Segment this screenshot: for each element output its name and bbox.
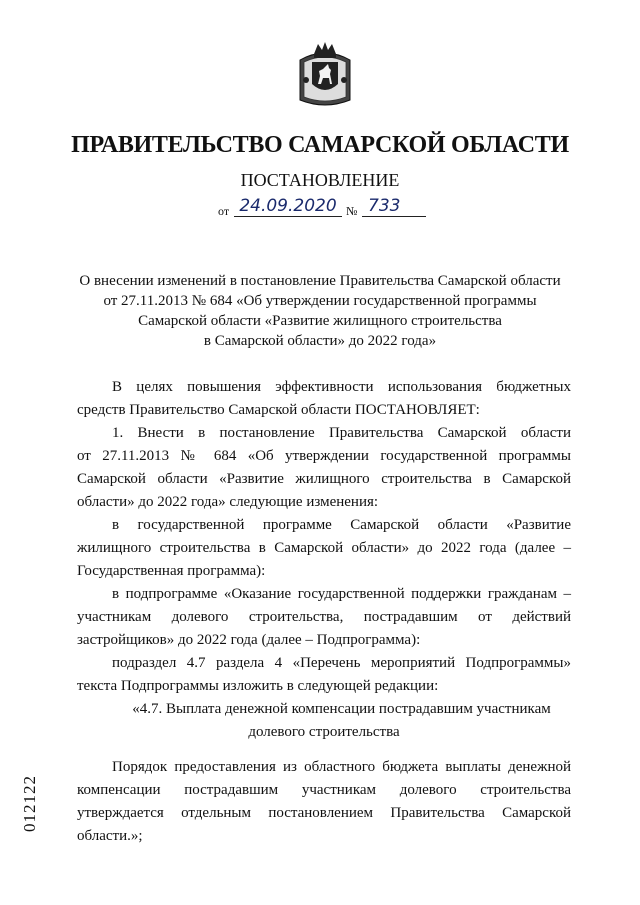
government-title: ПРАВИТЕЛЬСТВО САМАРСКОЙ ОБЛАСТИ <box>71 132 569 158</box>
body-line: подраздел 4.7 раздела 4 «Перечень мероприятий Подпрограммы» <box>112 655 571 671</box>
body-line: области.»; <box>77 828 143 844</box>
body-line: компенсации пострадавшим участникам долевого строительства <box>77 782 571 798</box>
document-date: 24.09.2020 <box>234 196 342 217</box>
document-subject <box>60 271 580 351</box>
document-body <box>77 376 571 848</box>
date-prefix: от <box>218 204 230 218</box>
section-heading-line: долевого строительства <box>248 724 400 740</box>
number-label: № <box>346 204 358 218</box>
body-line: текста Подпрограммы изложить в следующей редакции: <box>77 678 439 694</box>
subject-line: О внесении изменений в постановление Правительства Самарской области <box>79 273 561 289</box>
paragraph-gap <box>77 744 571 756</box>
subject-line: Самарской области «Развитие жилищного строительства <box>138 313 502 329</box>
date-number-line <box>218 198 428 220</box>
body-line: Порядок предоставления из областного бюджета выплаты денежной <box>112 759 571 775</box>
side-registration-number: 012122 <box>20 775 39 833</box>
body-line: Самарской области «Развитие жилищного строительства в Самарской <box>77 471 571 487</box>
section-heading-line: «4.7. Выплата денежной компенсации пострадавшим участникам <box>132 701 551 717</box>
body-line: жилищного строительства в Самарской области» до 2022 года (далее – <box>77 540 571 556</box>
body-line: В целях повышения эффективности использования бюджетных <box>112 379 571 395</box>
body-line: средств Правительство Самарской области ПОСТАНОВЛЯЕТ: <box>77 402 480 418</box>
subject-line: в Самарской области» до 2022 года» <box>203 333 437 349</box>
coat-of-arms-icon <box>296 40 354 110</box>
body-line: 1. Внести в постановление Правительства Самарской области <box>112 425 571 441</box>
body-line: области» до 2022 года» следующие изменения: <box>77 494 379 510</box>
subject-line: от 27.11.2013 № 684 «Об утверждении государственной программы <box>103 293 537 309</box>
body-line: от 27.11.2013 № 684 «Об утверждении государственной программы <box>77 448 571 464</box>
body-line: Государственная программа): <box>77 563 266 579</box>
body-line: утверждается отдельным постановлением Правительства Самарской <box>77 805 571 821</box>
body-line: участникам долевого строительства, пострадавшим от действий <box>77 609 571 625</box>
document-number: 733 <box>362 196 426 217</box>
body-line: в государственной программе Самарской области «Развитие <box>112 517 571 533</box>
document-type: ПОСТАНОВЛЕНИЕ <box>240 170 400 190</box>
body-line: в подпрограмме «Оказание государственной поддержки гражданам – <box>112 586 571 602</box>
body-line: застройщиков» до 2022 года (далее – Подпрограмма): <box>77 632 421 648</box>
